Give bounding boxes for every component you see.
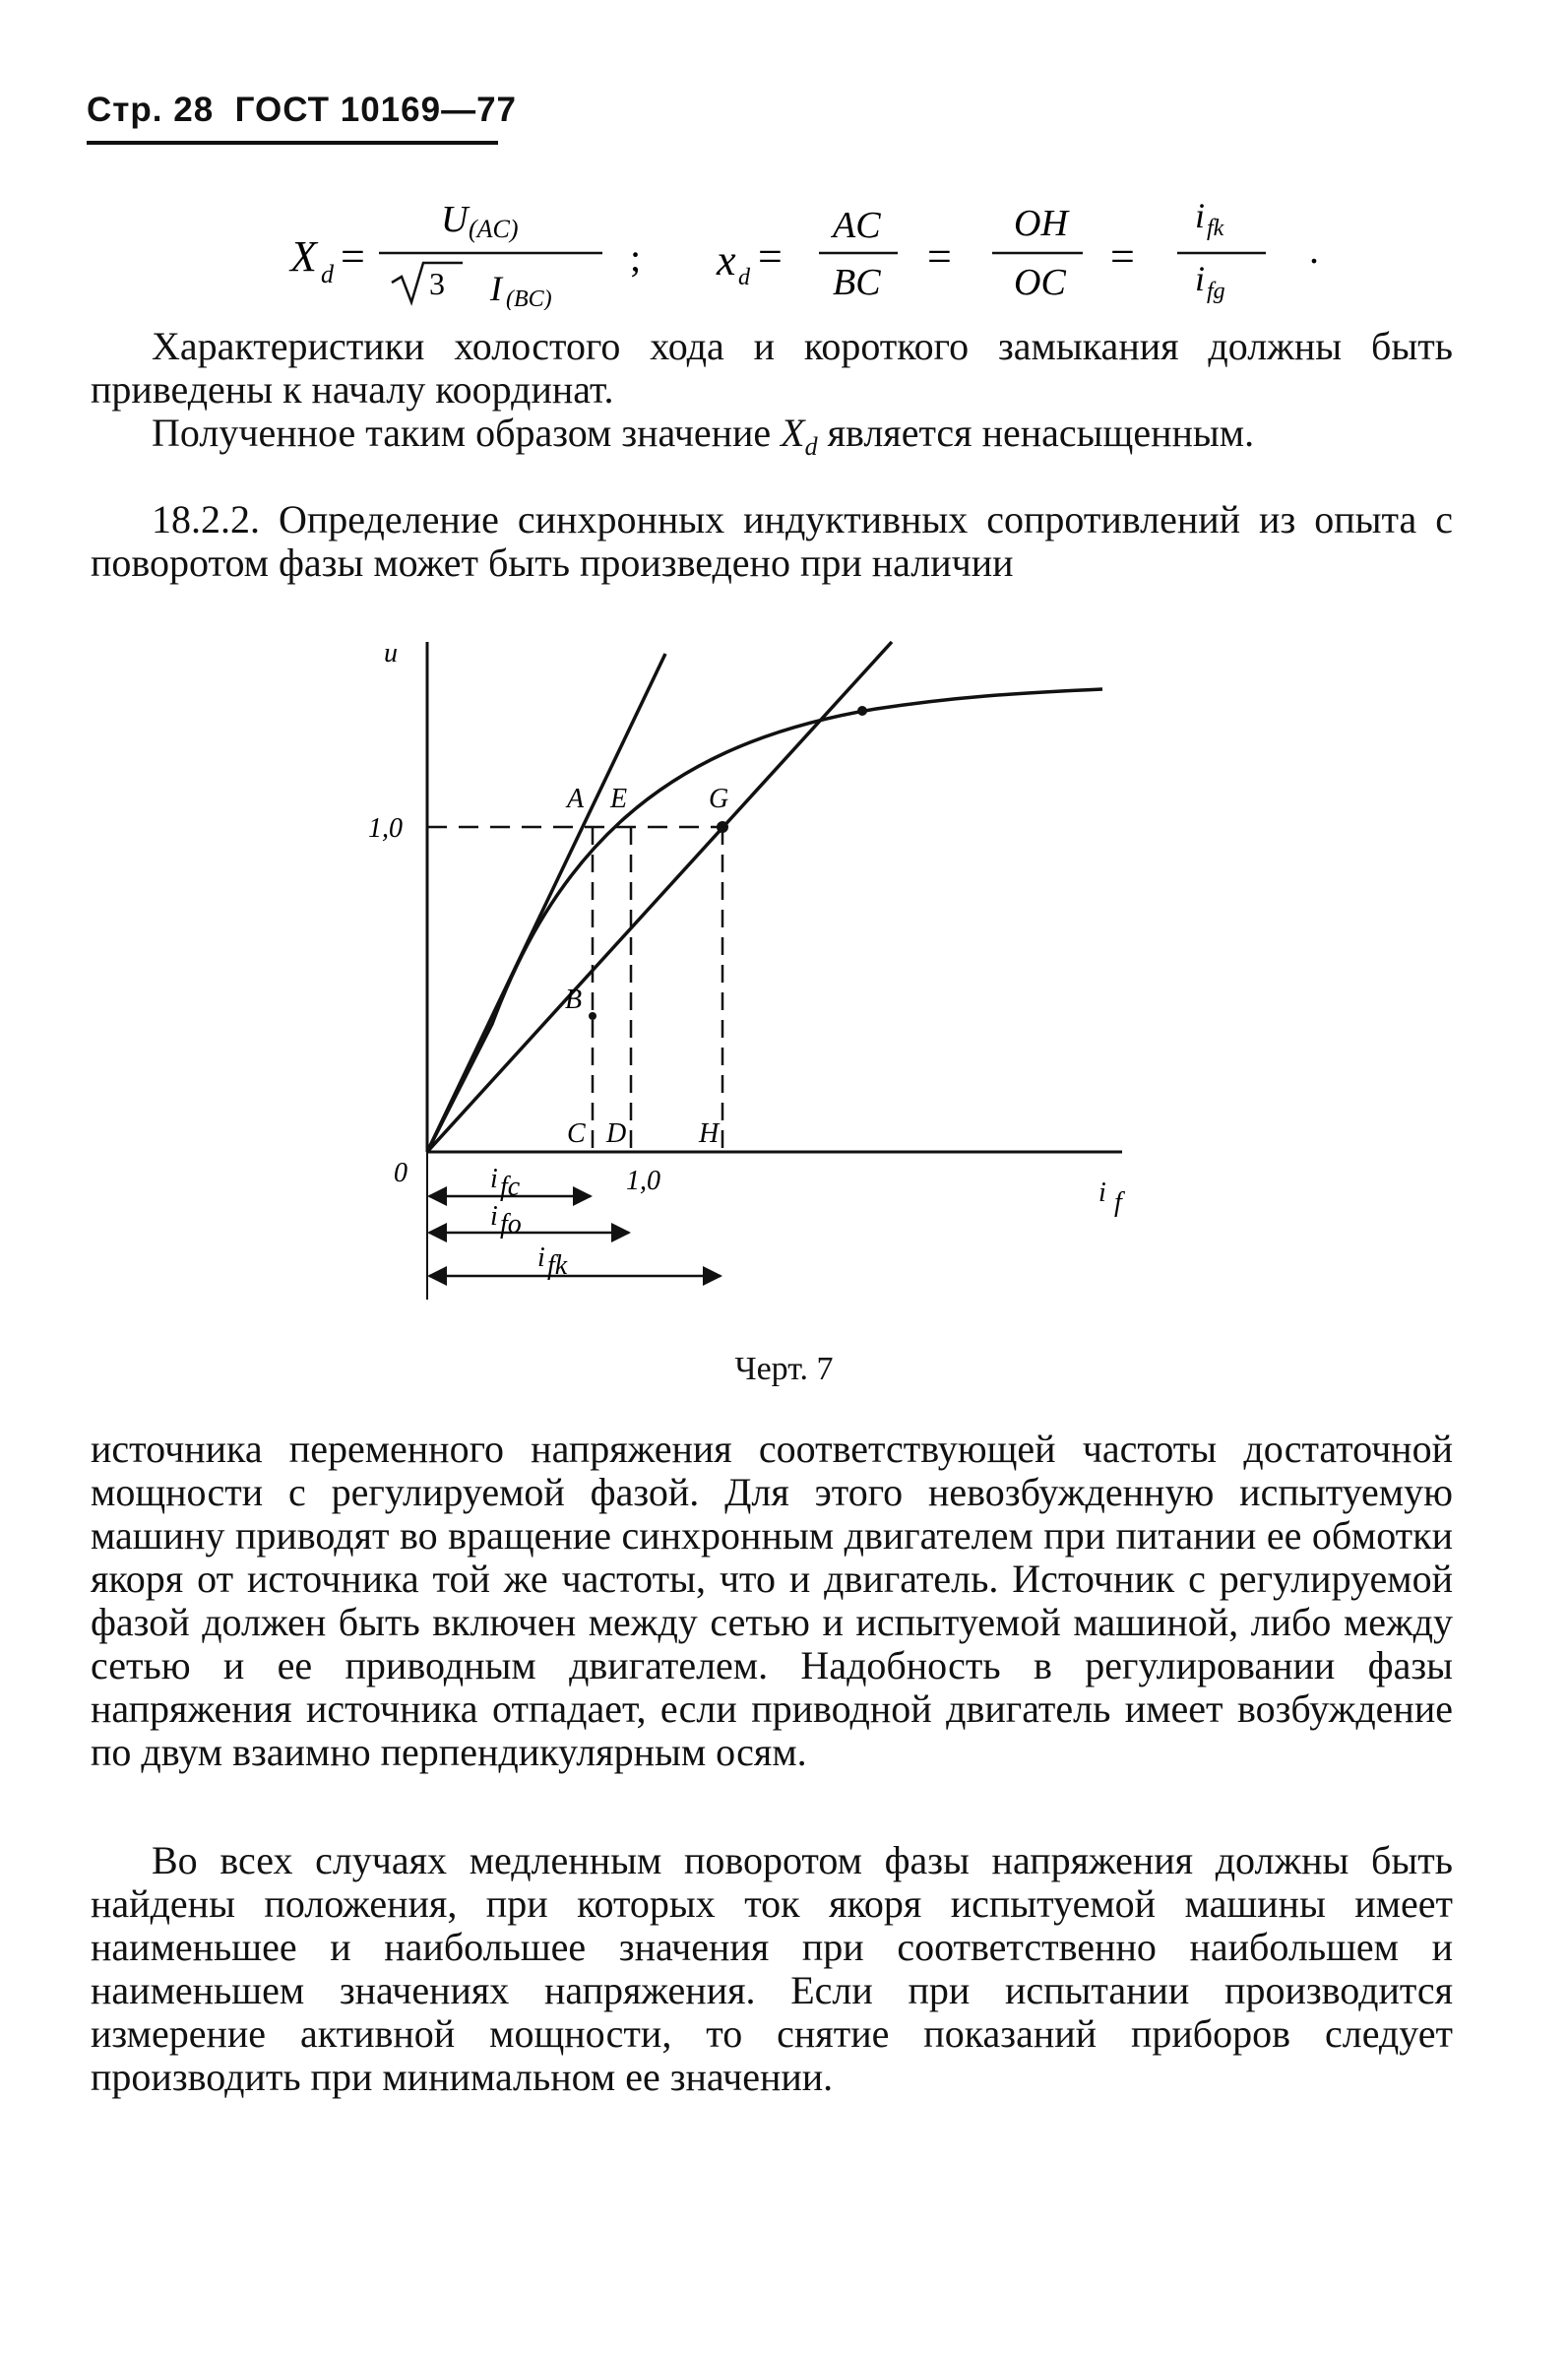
formula-lhs2-sub: d (738, 265, 750, 290)
page-header (87, 91, 517, 130)
svg-text:=: = (927, 232, 952, 281)
x-unit-label: 1,0 (626, 1166, 660, 1196)
formula-end: . (1309, 227, 1319, 272)
svg-text:=: = (341, 232, 365, 281)
header-rule (87, 141, 498, 145)
formula-lhs2: x (717, 236, 736, 285)
formula-den1-root: 3 (429, 266, 445, 301)
label-ifc-sub: fc (500, 1172, 521, 1202)
formula-frac4-num: i (1195, 196, 1206, 235)
intersection-point (857, 706, 867, 716)
formula-frac3-den: OC (1014, 262, 1066, 303)
point-B (589, 1012, 596, 1020)
y-axis-label: u (384, 638, 398, 668)
paragraph-1: Характеристики холостого хода и короткого замыкания должны быть приведены к началу координат. (91, 324, 1453, 412)
label-B: B (565, 985, 583, 1015)
figure-7 (325, 630, 1171, 1319)
label-D: D (606, 1118, 627, 1149)
label-ifo-sub: fo (500, 1209, 522, 1240)
page-number: Стр. 28 (87, 91, 215, 129)
formula-num1: U (441, 199, 469, 240)
no-load-curve (427, 689, 1102, 1152)
label-ifc: i (490, 1164, 498, 1194)
formula-separator: ; (630, 235, 642, 280)
formula-frac4-num-sub: fk (1207, 216, 1224, 241)
x-axis-label-sub: f (1114, 1187, 1122, 1218)
formula-frac2-den: BC (833, 262, 881, 303)
air-gap-line (427, 654, 665, 1152)
label-C: C (567, 1118, 586, 1149)
origin-label: 0 (394, 1158, 408, 1188)
formula-den1-sub: (BC) (506, 286, 552, 310)
label-H: H (699, 1118, 720, 1149)
paragraph-2: Полученное таким образом значение $X_d$ является ненасыщенным. (152, 411, 1255, 461)
standard-number: ГОСТ 10169—77 (234, 91, 518, 129)
paragraph-3: 18.2.2. Определение синхронных индуктивных сопротивлений из опыта с поворотом фазы может быть произведено при наличии (91, 497, 1453, 585)
svg-text:=: = (758, 232, 783, 281)
paragraph-5: Во всех случаях медленным поворотом фазы напряжения должны быть найдены положения, при которых ток якоря испытуемой машины имеет наименьшее и наибольшее значения при соответственно наибольшем и наименьшем значениях напряжения. Если при испытании производится измерение активной мощности, то снятие показаний приборов следует производить при минимальном ее значении. (91, 1838, 1453, 2099)
y-unit-label: 1,0 (368, 813, 403, 844)
label-E: E (610, 784, 628, 814)
x-axis-label: i (1098, 1177, 1106, 1208)
formula-lhs1-sub: d (321, 260, 334, 288)
formula-frac4-den: i (1195, 259, 1206, 298)
point-G (717, 821, 728, 833)
label-ifo: i (490, 1201, 498, 1232)
label-ifk-sub: fk (547, 1250, 568, 1281)
formula-num1-sub: (AC) (469, 215, 519, 243)
formula-frac3-num: OH (1014, 203, 1068, 244)
formula-frac4-den-sub: fg (1207, 279, 1225, 304)
formula-block (0, 192, 1568, 310)
label-G: G (709, 784, 729, 814)
label-A: A (567, 784, 585, 814)
label-ifk: i (537, 1242, 545, 1273)
formula-lhs1: X (290, 232, 317, 281)
figure-caption: Черт. 7 (734, 1351, 834, 1387)
formula-frac2-num: AC (833, 205, 881, 246)
svg-text:=: = (1110, 232, 1135, 281)
paragraph-4: источника переменного напряжения соответствующей частоты достаточной мощности с регулируемой фазой. Для этого невозбужденную испытуемую машину приводят во вращение синхронным двигателем при питании ее обмотки якоря от источника той же частоты, что и двигатель. Источник с регулируемой фазой должен быть включен между сетью и испытуемой машиной, либо между сетью и ее приводным двигателем. Надобность в регулировании фазы напряжения источника отпадает, если приводной двигатель имеет возбуждение по двум взаимно перпендикулярным осям. (91, 1427, 1453, 1774)
formula-den1-var: I (490, 269, 502, 308)
